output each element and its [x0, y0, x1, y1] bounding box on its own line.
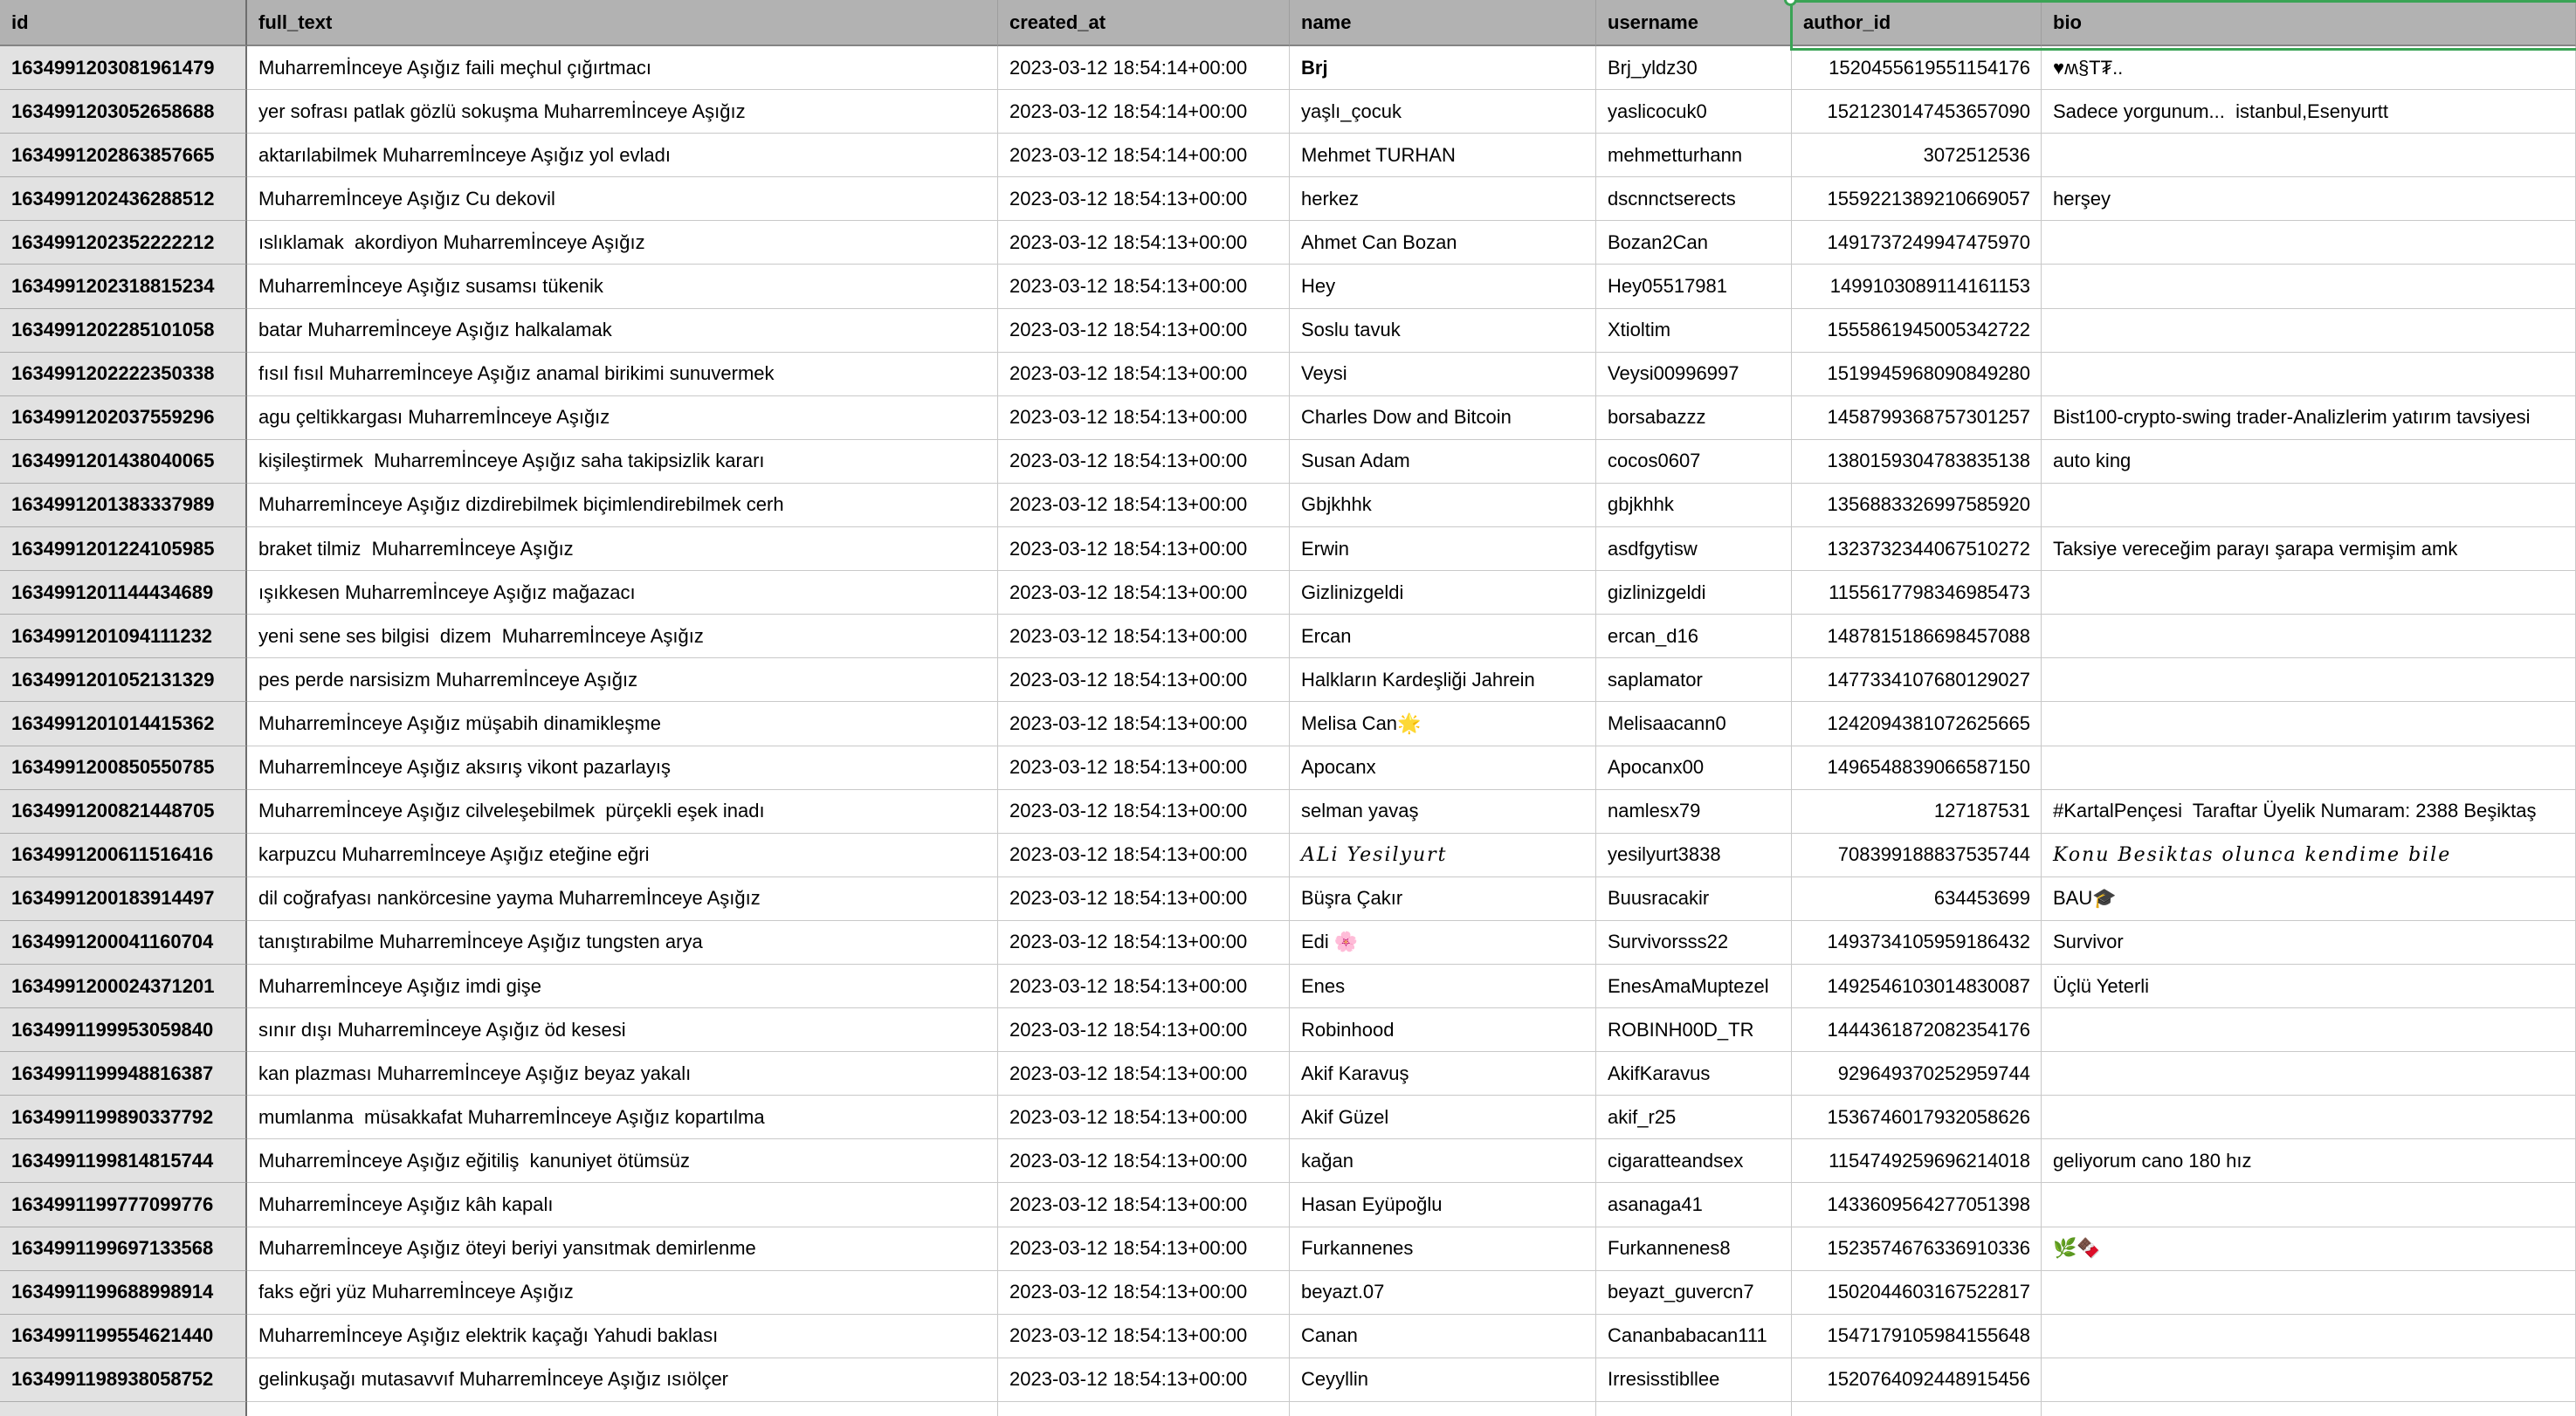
cell-bio[interactable]: 🌿🍫	[2042, 1227, 2576, 1271]
cell-author_id[interactable]: 1242094381072625665	[1792, 702, 2042, 746]
cell-id[interactable]: 1634991200821448705	[0, 790, 247, 834]
cell-full_text[interactable]: ışıkkesen Muharremİnceye Aşığız mağazacı	[247, 571, 998, 615]
cell-name[interactable]: Veysi	[1290, 353, 1596, 396]
cell-bio[interactable]	[2042, 615, 2576, 658]
cell-created_at[interactable]: 2023-03-12 18:54:14+00:00	[998, 90, 1290, 134]
cell-bio[interactable]	[2042, 1008, 2576, 1052]
cell-id[interactable]: 1634991198938058752	[0, 1358, 247, 1402]
cell-full_text[interactable]: agu çeltikkargası Muharremİnceye Aşığız	[247, 396, 998, 440]
cell-created_at[interactable]: 2023-03-12 18:54:13+00:00	[998, 484, 1290, 527]
cell-id[interactable]: 1634991199688998914	[0, 1271, 247, 1315]
cell-author_id[interactable]: 1555861945005342722	[1792, 309, 2042, 353]
cell-name[interactable]: Akif Güzel	[1290, 1096, 1596, 1139]
cell-bio[interactable]	[2042, 1402, 2576, 1416]
cell-name[interactable]: Edi 🌸	[1290, 921, 1596, 965]
cell-full_text[interactable]	[247, 1402, 998, 1416]
cell-bio[interactable]: Konu Besiktas olunca kendime bile	[2042, 834, 2576, 877]
cell-full_text[interactable]: Muharremİnceye Aşığız susamsı tükenik	[247, 265, 998, 308]
cell-created_at[interactable]: 2023-03-12 18:54:14+00:00	[998, 134, 1290, 177]
cell-author_id[interactable]: 1458799368757301257	[1792, 396, 2042, 440]
cell-author_id[interactable]: 1536746017932058626	[1792, 1096, 2042, 1139]
cell-username[interactable]: asdfgytisw	[1596, 527, 1792, 571]
cell-name[interactable]: Ahmet Can Bozan	[1290, 221, 1596, 265]
cell-created_at[interactable]: 2023-03-12 18:54:13+00:00	[998, 1315, 1290, 1358]
cell-full_text[interactable]: pes perde narsisizm Muharremİnceye Aşığız	[247, 658, 998, 702]
cell-id[interactable]: 1634991201094111232	[0, 615, 247, 658]
cell-full_text[interactable]: tanıştırabilme Muharremİnceye Aşığız tungsten arya	[247, 921, 998, 965]
cell-name[interactable]: Robinhood	[1290, 1008, 1596, 1052]
cell-username[interactable]: cocos0607	[1596, 440, 1792, 484]
cell-full_text[interactable]: Muharremİnceye Aşığız kâh kapalı	[247, 1183, 998, 1227]
cell-created_at[interactable]: 2023-03-12 18:54:13+00:00	[998, 1227, 1290, 1271]
cell-id[interactable]: 1634991202352222212	[0, 221, 247, 265]
cell-bio[interactable]: herşey	[2042, 177, 2576, 221]
cell-id[interactable]: 1634991199890337792	[0, 1096, 247, 1139]
cell-full_text[interactable]: dil coğrafyası nankörcesine yayma Muharremİnceye Aşığız	[247, 877, 998, 921]
cell-created_at[interactable]: 2023-03-12 18:54:13+00:00	[998, 396, 1290, 440]
cell-bio[interactable]	[2042, 1315, 2576, 1358]
cell-id[interactable]: 1634991199814815744	[0, 1139, 247, 1183]
cell-author_id[interactable]: 1323732344067510272	[1792, 527, 2042, 571]
cell-bio[interactable]	[2042, 702, 2576, 746]
cell-created_at[interactable]: 2023-03-12 18:54:13+00:00	[998, 571, 1290, 615]
cell-created_at[interactable]: 2023-03-12 18:54:13+00:00	[998, 1052, 1290, 1096]
cell-username[interactable]: gbjkhhk	[1596, 484, 1792, 527]
cell-author_id[interactable]: 1356883326997585920	[1792, 484, 2042, 527]
column-header-name[interactable]: name	[1290, 0, 1596, 46]
cell-author_id[interactable]: 1487815186698457088	[1792, 615, 2042, 658]
cell-full_text[interactable]: karpuzcu Muharremİnceye Aşığız eteğine eğri	[247, 834, 998, 877]
cell-name[interactable]: Büşra Çakır	[1290, 877, 1596, 921]
cell-username[interactable]: borsabazzz	[1596, 396, 1792, 440]
cell-author_id[interactable]: 1559221389210669057	[1792, 177, 2042, 221]
cell-name[interactable]: Melisa Can🌟	[1290, 702, 1596, 746]
cell-name[interactable]	[1290, 1402, 1596, 1416]
column-header-created_at[interactable]: created_at	[998, 0, 1290, 46]
cell-author_id[interactable]	[1792, 1402, 2042, 1416]
cell-name[interactable]: yaşlı_çocuk	[1290, 90, 1596, 134]
cell-name[interactable]: Furkannenes	[1290, 1227, 1596, 1271]
cell-bio[interactable]	[2042, 265, 2576, 308]
cell-name[interactable]: Halkların Kardeşliği Jahrein	[1290, 658, 1596, 702]
cell-name[interactable]: Ercan	[1290, 615, 1596, 658]
cell-id[interactable]: 1634991202285101058	[0, 309, 247, 353]
cell-username[interactable]: Bozan2Can	[1596, 221, 1792, 265]
cell-bio[interactable]: geliyorum cano 180 hız	[2042, 1139, 2576, 1183]
column-header-username[interactable]: username	[1596, 0, 1792, 46]
cell-username[interactable]: EnesAmaMuptezel	[1596, 965, 1792, 1008]
cell-id[interactable]: 1634991200183914497	[0, 877, 247, 921]
cell-username[interactable]: Furkannenes8	[1596, 1227, 1792, 1271]
cell-name[interactable]: Susan Adam	[1290, 440, 1596, 484]
cell-id[interactable]: 1634991200850550785	[0, 746, 247, 790]
cell-created_at[interactable]: 2023-03-12 18:54:13+00:00	[998, 1096, 1290, 1139]
cell-name[interactable]: Apocanx	[1290, 746, 1596, 790]
cell-username[interactable]: Survivorsss22	[1596, 921, 1792, 965]
cell-bio[interactable]	[2042, 1271, 2576, 1315]
cell-username[interactable]: saplamator	[1596, 658, 1792, 702]
cell-created_at[interactable]: 2023-03-12 18:54:13+00:00	[998, 440, 1290, 484]
cell-id[interactable]: 1634991203052658688	[0, 90, 247, 134]
column-header-id[interactable]: id	[0, 0, 247, 46]
cell-name[interactable]: Soslu tavuk	[1290, 309, 1596, 353]
column-header-full_text[interactable]: full_text	[247, 0, 998, 46]
cell-username[interactable]: yesilyurt3838	[1596, 834, 1792, 877]
cell-full_text[interactable]: gelinkuşağı mutasavvıf Muharremİnceye Aşığız ısıölçer	[247, 1358, 998, 1402]
cell-id[interactable]: 1634991201224105985	[0, 527, 247, 571]
cell-id[interactable]: 1634991199697133568	[0, 1227, 247, 1271]
cell-created_at[interactable]: 2023-03-12 18:54:13+00:00	[998, 177, 1290, 221]
cell-author_id[interactable]: 1519945968090849280	[1792, 353, 2042, 396]
cell-created_at[interactable]: 2023-03-12 18:54:13+00:00	[998, 1008, 1290, 1052]
cell-created_at[interactable]: 2023-03-12 18:54:13+00:00	[998, 1271, 1290, 1315]
cell-full_text[interactable]: Muharremİnceye Aşığız imdi gişe	[247, 965, 998, 1008]
cell-username[interactable]: dscnnctserects	[1596, 177, 1792, 221]
cell-bio[interactable]: Taksiye vereceğim parayı şarapa vermişim amk	[2042, 527, 2576, 571]
cell-id[interactable]: 1634991201014415362	[0, 702, 247, 746]
cell-username[interactable]	[1596, 1402, 1792, 1416]
cell-created_at[interactable]: 2023-03-12 18:54:13+00:00	[998, 877, 1290, 921]
cell-created_at[interactable]: 2023-03-12 18:54:13+00:00	[998, 309, 1290, 353]
cell-full_text[interactable]: fısıl fısıl Muharremİnceye Aşığız anamal birikimi sunuvermek	[247, 353, 998, 396]
cell-username[interactable]: Cananbabacan111	[1596, 1315, 1792, 1358]
cell-created_at[interactable]: 2023-03-12 18:54:13+00:00	[998, 1139, 1290, 1183]
cell-author_id[interactable]: 1523574676336910336	[1792, 1227, 2042, 1271]
cell-bio[interactable]: Survivor	[2042, 921, 2576, 965]
cell-created_at[interactable]: 2023-03-12 18:54:13+00:00	[998, 527, 1290, 571]
cell-full_text[interactable]: braket tilmiz Muharremİnceye Aşığız	[247, 527, 998, 571]
cell-full_text[interactable]: kişileştirmek Muharremİnceye Aşığız saha takipsizlik kararı	[247, 440, 998, 484]
cell-username[interactable]: yaslicocuk0	[1596, 90, 1792, 134]
cell-author_id[interactable]: 1380159304783835138	[1792, 440, 2042, 484]
cell-username[interactable]: Hey05517981	[1596, 265, 1792, 308]
cell-name[interactable]: beyazt.07	[1290, 1271, 1596, 1315]
cell-bio[interactable]	[2042, 134, 2576, 177]
cell-full_text[interactable]: sınır dışı Muharremİnceye Aşığız öd kesesi	[247, 1008, 998, 1052]
cell-author_id[interactable]: 1547179105984155648	[1792, 1315, 2042, 1358]
cell-created_at[interactable]: 2023-03-12 18:54:13+00:00	[998, 265, 1290, 308]
cell-username[interactable]: beyazt_guvercn7	[1596, 1271, 1792, 1315]
cell-full_text[interactable]: aktarılabilmek Muharremİnceye Aşığız yol evladı	[247, 134, 998, 177]
cell-name[interactable]: Hasan Eyüpoğlu	[1290, 1183, 1596, 1227]
cell-author_id[interactable]: 3072512536	[1792, 134, 2042, 177]
cell-author_id[interactable]: 634453699	[1792, 877, 2042, 921]
cell-created_at[interactable]: 2023-03-12 18:54:13+00:00	[998, 834, 1290, 877]
cell-full_text[interactable]: Muharremİnceye Aşığız elektrik kaçağı Yahudi baklası	[247, 1315, 998, 1358]
cell-bio[interactable]: BAU🎓	[2042, 877, 2576, 921]
cell-full_text[interactable]: Muharremİnceye Aşığız öteyi beriyi yansıtmak demirlenme	[247, 1227, 998, 1271]
cell-username[interactable]: namlesx79	[1596, 790, 1792, 834]
cell-author_id[interactable]: 1154749259696214018	[1792, 1139, 2042, 1183]
cell-full_text[interactable]: yer sofrası patlak gözlü sokuşma Muharremİnceye Aşığız	[247, 90, 998, 134]
cell-full_text[interactable]: Muharremİnceye Aşığız eğitiliş kanuniyet ötümsüz	[247, 1139, 998, 1183]
cell-bio[interactable]	[2042, 221, 2576, 265]
cell-name[interactable]: Canan	[1290, 1315, 1596, 1358]
cell-id[interactable]: 1634991202037559296	[0, 396, 247, 440]
cell-name[interactable]: Gbjkhhk	[1290, 484, 1596, 527]
cell-bio[interactable]: Sadece yorgunum... istanbul,Esenyurtt	[2042, 90, 2576, 134]
cell-author_id[interactable]: 1433609564277051398	[1792, 1183, 2042, 1227]
cell-name[interactable]: Erwin	[1290, 527, 1596, 571]
cell-author_id[interactable]: 1477334107680129027	[1792, 658, 2042, 702]
cell-created_at[interactable]: 2023-03-12 18:54:13+00:00	[998, 702, 1290, 746]
cell-id[interactable]: 1634991202222350338	[0, 353, 247, 396]
cell-name[interactable]: selman yavaş	[1290, 790, 1596, 834]
cell-bio[interactable]	[2042, 1183, 2576, 1227]
cell-bio[interactable]	[2042, 658, 2576, 702]
cell-username[interactable]: Melisaacann0	[1596, 702, 1792, 746]
cell-author_id[interactable]: 1520764092448915456	[1792, 1358, 2042, 1402]
cell-name[interactable]: Mehmet TURHAN	[1290, 134, 1596, 177]
cell-bio[interactable]	[2042, 1052, 2576, 1096]
cell-created_at[interactable]: 2023-03-12 18:54:13+00:00	[998, 746, 1290, 790]
cell-author_id[interactable]: 1521230147453657090	[1792, 90, 2042, 134]
cell-author_id[interactable]: 1492546103014830087	[1792, 965, 2042, 1008]
cell-full_text[interactable]: Muharremİnceye Aşığız aksırış vikont pazarlayış	[247, 746, 998, 790]
cell-username[interactable]: Brj_yldz30	[1596, 46, 1792, 90]
cell-created_at[interactable]: 2023-03-12 18:54:13+00:00	[998, 1358, 1290, 1402]
cell-username[interactable]: akif_r25	[1596, 1096, 1792, 1139]
cell-author_id[interactable]: 1491737249947475970	[1792, 221, 2042, 265]
cell-bio[interactable]	[2042, 571, 2576, 615]
cell-id[interactable]: 1634991200611516416	[0, 834, 247, 877]
cell-username[interactable]: cigaratteandsex	[1596, 1139, 1792, 1183]
cell-created_at[interactable]: 2023-03-12 18:54:13+00:00	[998, 1183, 1290, 1227]
cell-username[interactable]: mehmetturhann	[1596, 134, 1792, 177]
cell-full_text[interactable]: mumlanma müsakkafat Muharremİnceye Aşığız kopartılma	[247, 1096, 998, 1139]
cell-username[interactable]: Veysi00996997	[1596, 353, 1792, 396]
cell-id[interactable]: 1634991201383337989	[0, 484, 247, 527]
cell-created_at[interactable]: 2023-03-12 18:54:13+00:00	[998, 353, 1290, 396]
cell-full_text[interactable]: Muharremİnceye Aşığız faili meçhul çığırtmacı	[247, 46, 998, 90]
cell-name[interactable]: Ceyyllin	[1290, 1358, 1596, 1402]
cell-author_id[interactable]: 929649370252959744	[1792, 1052, 2042, 1096]
cell-bio[interactable]: ♥ʍ§T₮..	[2042, 46, 2576, 90]
cell-created_at[interactable]: 2023-03-12 18:54:14+00:00	[998, 46, 1290, 90]
cell-username[interactable]: gizlinizgeldi	[1596, 571, 1792, 615]
cell-full_text[interactable]: Muharremİnceye Aşığız cilveleşebilmek pürçekli eşek inadı	[247, 790, 998, 834]
cell-author_id[interactable]: 1155617798346985473	[1792, 571, 2042, 615]
cell-id[interactable]: 1634991199777099776	[0, 1183, 247, 1227]
cell-username[interactable]: Xtioltim	[1596, 309, 1792, 353]
cell-author_id[interactable]: 127187531	[1792, 790, 2042, 834]
cell-username[interactable]: Apocanx00	[1596, 746, 1792, 790]
cell-bio[interactable]: auto king	[2042, 440, 2576, 484]
cell-name[interactable]: ALi Yesilyurt	[1290, 834, 1596, 877]
cell-name[interactable]: Gizlinizgeldi	[1290, 571, 1596, 615]
cell-author_id[interactable]: 1444361872082354176	[1792, 1008, 2042, 1052]
cell-author_id[interactable]: 1493734105959186432	[1792, 921, 2042, 965]
cell-bio[interactable]	[2042, 484, 2576, 527]
cell-id[interactable]	[0, 1402, 247, 1416]
cell-full_text[interactable]: ıslıklamak akordiyon Muharremİnceye Aşığız	[247, 221, 998, 265]
cell-id[interactable]: 1634991199953059840	[0, 1008, 247, 1052]
cell-id[interactable]: 1634991201052131329	[0, 658, 247, 702]
cell-id[interactable]: 1634991200024371201	[0, 965, 247, 1008]
cell-username[interactable]: ROBINH00D_TR	[1596, 1008, 1792, 1052]
cell-bio[interactable]	[2042, 746, 2576, 790]
cell-username[interactable]: ercan_d16	[1596, 615, 1792, 658]
cell-full_text[interactable]: kan plazması Muharremİnceye Aşığız beyaz yakalı	[247, 1052, 998, 1096]
cell-name[interactable]: Charles Dow and Bitcoin	[1290, 396, 1596, 440]
cell-username[interactable]: asanaga41	[1596, 1183, 1792, 1227]
cell-username[interactable]: Buusracakir	[1596, 877, 1792, 921]
cell-id[interactable]: 1634991199554621440	[0, 1315, 247, 1358]
cell-id[interactable]: 1634991202436288512	[0, 177, 247, 221]
cell-bio[interactable]: #KartalPençesi Taraftar Üyelik Numaram: 2388 Beşiktaş	[2042, 790, 2576, 834]
cell-full_text[interactable]: Muharremİnceye Aşığız Cu dekovil	[247, 177, 998, 221]
cell-author_id[interactable]: 1520455619551154176	[1792, 46, 2042, 90]
cell-author_id[interactable]: 708399188837535744	[1792, 834, 2042, 877]
cell-id[interactable]: 1634991200041160704	[0, 921, 247, 965]
cell-bio[interactable]: Bist100-crypto-swing trader-Analizlerim yatırım tavsiyesi	[2042, 396, 2576, 440]
cell-name[interactable]: kağan	[1290, 1139, 1596, 1183]
cell-name[interactable]: Hey	[1290, 265, 1596, 308]
cell-name[interactable]: Enes	[1290, 965, 1596, 1008]
cell-author_id[interactable]: 1499103089114161153	[1792, 265, 2042, 308]
cell-name[interactable]: herkez	[1290, 177, 1596, 221]
cell-id[interactable]: 1634991201438040065	[0, 440, 247, 484]
cell-full_text[interactable]: Muharremİnceye Aşığız dizdirebilmek biçimlendirebilmek cerh	[247, 484, 998, 527]
cell-created_at[interactable]: 2023-03-12 18:54:13+00:00	[998, 965, 1290, 1008]
cell-created_at[interactable]: 2023-03-12 18:54:13+00:00	[998, 921, 1290, 965]
cell-username[interactable]: AkifKaravus	[1596, 1052, 1792, 1096]
cell-created_at[interactable]: 2023-03-12 18:54:13+00:00	[998, 658, 1290, 702]
cell-created_at[interactable]: 2023-03-12 18:54:13+00:00	[998, 615, 1290, 658]
cell-full_text[interactable]: Muharremİnceye Aşığız müşabih dinamikleşme	[247, 702, 998, 746]
cell-id[interactable]: 1634991202318815234	[0, 265, 247, 308]
cell-created_at[interactable]: 2023-03-12 18:54:13+00:00	[998, 790, 1290, 834]
column-header-author_id[interactable]: author_id	[1792, 0, 2042, 46]
cell-bio[interactable]: Üçlü Yeterli	[2042, 965, 2576, 1008]
cell-full_text[interactable]: yeni sene ses bilgisi dizem Muharremİnceye Aşığız	[247, 615, 998, 658]
cell-author_id[interactable]: 1496548839066587150	[1792, 746, 2042, 790]
cell-bio[interactable]	[2042, 353, 2576, 396]
cell-id[interactable]: 1634991203081961479	[0, 46, 247, 90]
column-header-bio[interactable]: bio	[2042, 0, 2576, 46]
cell-name[interactable]: Brj	[1290, 46, 1596, 90]
cell-created_at[interactable]	[998, 1402, 1290, 1416]
cell-id[interactable]: 1634991201144434689	[0, 571, 247, 615]
cell-bio[interactable]	[2042, 1096, 2576, 1139]
cell-bio[interactable]	[2042, 1358, 2576, 1402]
cell-name[interactable]: Akif Karavuş	[1290, 1052, 1596, 1096]
cell-full_text[interactable]: batar Muharremİnceye Aşığız halkalamak	[247, 309, 998, 353]
cell-bio[interactable]	[2042, 309, 2576, 353]
cell-id[interactable]: 1634991199948816387	[0, 1052, 247, 1096]
cell-full_text[interactable]: faks eğri yüz Muharremİnceye Aşığız	[247, 1271, 998, 1315]
cell-author_id[interactable]: 1502044603167522817	[1792, 1271, 2042, 1315]
cell-created_at[interactable]: 2023-03-12 18:54:13+00:00	[998, 221, 1290, 265]
cell-username[interactable]: Irresisstibllee	[1596, 1358, 1792, 1402]
cell-id[interactable]: 1634991202863857665	[0, 134, 247, 177]
